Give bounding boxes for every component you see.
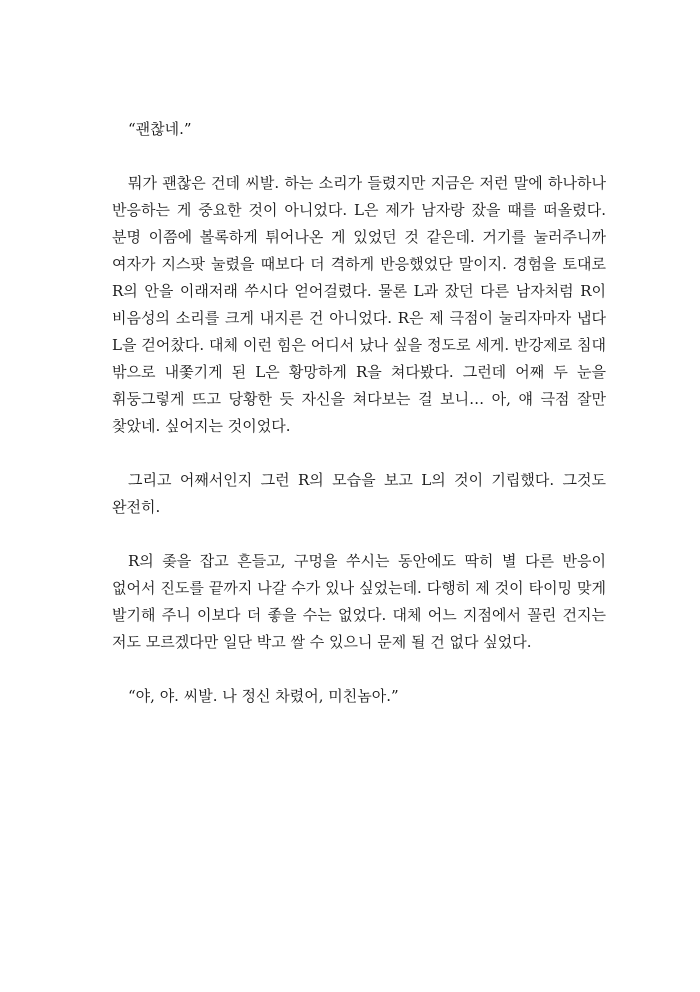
document-body (112, 116, 606, 710)
paragraph-opening-quote: “괜찮네.” (128, 120, 192, 138)
paragraph-gap (112, 521, 606, 548)
paragraph-gap (112, 656, 606, 683)
paragraph-short: 그리고 어째서인지 그런 R의 모습을 보고 L의 것이 기립했다. 그것도 완전히. (112, 471, 606, 516)
paragraph-gap (112, 143, 606, 170)
paragraph-main: 뭐가 괜찮은 건데 씨발. 하는 소리가 들렸지만 지금은 저런 말에 하나하나 반응하는 게 중요한 것이 아니었다. L은 제가 남자랑 잤을 때를 떠올렸다. 분명 이쯤에 볼록하게 튀어나온 게 있었던 것 같은데. 거기를 눌러주니까 여자가 지스팟 눌렸을 때보다 더 격하게 반응했었단 말이지. 경험을 토대로 R의 안을 이래저래 쑤시다 얻어걸렸다. 물론 L과 잤던 다른 남자처럼 R이 비음성의 소리를 크게 내지른 건 아니었다. R은 제 극점이 눌리자마자 냅다 L을 걷어찼다. 대체 이런 힘은 어디서 났나 싶을 정도로 세게. 반강제로 침대 밖으로 내쫓기게 된 L은 황망하게 R을 쳐다봤다. 그런데 어째 두 눈을 휘둥그렇게 뜨고 당황한 듯 자신을 쳐다보는 걸 보니… 아, 얘 극점 잘만 찾았네. 싶어지는 것이었다. (112, 174, 606, 435)
paragraph-gap (112, 440, 606, 467)
paragraph-continuation: R의 좆을 잡고 흔들고, 구멍을 쑤시는 동안에도 딱히 별 다른 반응이 없어서 진도를 끝까지 나갈 수가 있나 싶었는데. 다행히 제 것이 타이밍 맞게 발기해 주니 이보다 더 좋을 수는 없었다. 대체 어느 지점에서 꼴린 건지는 저도 모르겠다만 일단 박고 쌀 수 있으니 문제 될 건 없다 싶었다. (112, 552, 606, 651)
paragraph-closing-quote: “야, 야. 씨발. 나 정신 차렸어, 미친놈아.” (128, 687, 399, 705)
